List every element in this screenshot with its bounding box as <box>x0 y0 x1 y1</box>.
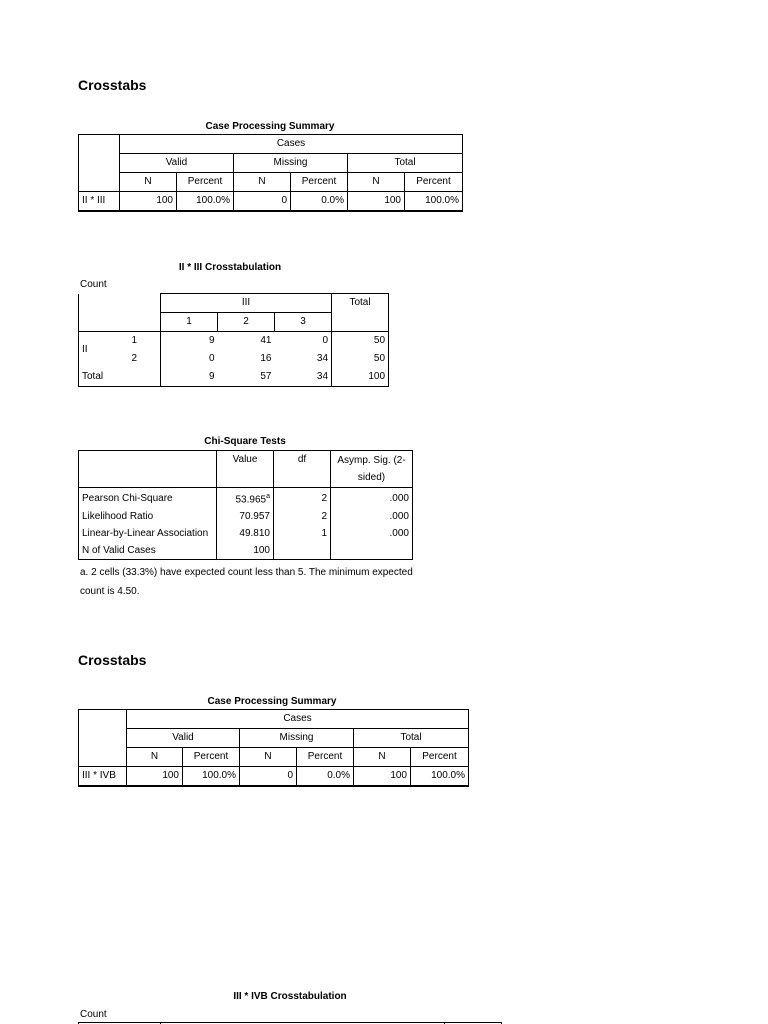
cell: 100 <box>120 192 177 212</box>
cell: 0 <box>275 332 332 351</box>
subheader: Percent <box>177 173 234 192</box>
cell: 100.0% <box>411 767 469 787</box>
col-category: 1 <box>161 313 218 332</box>
total-header: Total <box>332 294 389 332</box>
row-var-label: II <box>79 332 109 369</box>
group-header: Valid <box>127 729 240 748</box>
subheader: Percent <box>297 748 354 767</box>
table-row <box>79 332 389 351</box>
cell: 0 <box>234 192 291 212</box>
section-heading: Crosstabs <box>78 77 147 93</box>
footnote-marker: a <box>266 493 270 500</box>
table-caption: Case Processing Summary <box>207 696 337 707</box>
table-caption: III * IVB Crosstabulation <box>233 991 347 1002</box>
subheader: Percent <box>405 173 463 192</box>
group-header: Missing <box>234 154 348 173</box>
cell: 0.0% <box>297 767 354 787</box>
corner-cell <box>79 135 120 192</box>
row-label: III * IVB <box>79 767 127 787</box>
subheader: Percent <box>411 748 469 767</box>
group-header: Missing <box>240 729 354 748</box>
table-row <box>79 192 463 212</box>
corner-cell <box>79 710 127 767</box>
case-processing-summary-table <box>78 134 463 212</box>
cell: 100.0% <box>183 767 240 787</box>
cell: 100 <box>332 368 389 387</box>
section-heading: Crosstabs <box>78 652 147 668</box>
table-row <box>79 368 389 387</box>
row-category: 2 <box>109 350 161 368</box>
table-caption: Chi-Square Tests <box>204 436 286 447</box>
cell: 49.810 <box>217 525 274 542</box>
row-category: 1 <box>109 332 161 351</box>
count-label: Count <box>80 279 107 290</box>
footnote-line: a. 2 cells (33.3%) have expected count less than 5. The minimum expected <box>80 567 413 578</box>
subheader: N <box>348 173 405 192</box>
table-caption: Case Processing Summary <box>205 121 335 132</box>
cell: 100 <box>354 767 411 787</box>
footnote-line: count is 4.50. <box>80 586 140 597</box>
col-category: 2 <box>218 313 275 332</box>
cell: 1 <box>274 525 331 542</box>
cell: 2 <box>274 488 331 509</box>
column-header: Value <box>217 451 274 488</box>
table-row <box>79 767 469 787</box>
subheader: N <box>234 173 291 192</box>
cell <box>331 542 413 560</box>
cell: 50 <box>332 350 389 368</box>
col-category: 3 <box>275 313 332 332</box>
footnote <box>80 563 413 601</box>
header-line: Asymp. Sig. (2- <box>337 455 406 466</box>
col-var-header: III <box>161 294 332 313</box>
cell: .000 <box>331 508 413 525</box>
cell: 50 <box>332 332 389 351</box>
cell: 100 <box>348 192 405 212</box>
subheader: N <box>127 748 183 767</box>
column-header: df <box>274 451 331 488</box>
subheader: N <box>354 748 411 767</box>
table-row <box>79 542 413 560</box>
cell: 0 <box>161 350 218 368</box>
cell: 0 <box>240 767 297 787</box>
cell: .000 <box>331 525 413 542</box>
row-label: Linear-by-Linear Association <box>79 525 217 542</box>
total-row-label: Total <box>79 368 161 387</box>
cell: 57 <box>218 368 275 387</box>
cell: 100.0% <box>405 192 463 212</box>
case-processing-summary-table <box>78 709 469 787</box>
cell: .000 <box>331 488 413 509</box>
corner-cell <box>79 294 161 332</box>
subheader: N <box>240 748 297 767</box>
table-row <box>79 525 413 542</box>
table-row <box>79 488 413 509</box>
cell: 9 <box>161 332 218 351</box>
group-header: Valid <box>120 154 234 173</box>
row-label: Pearson Chi-Square <box>79 488 217 509</box>
table-border <box>78 1022 502 1023</box>
group-header: Total <box>348 154 463 173</box>
count-label: Count <box>80 1009 107 1020</box>
cell: 2 <box>274 508 331 525</box>
cell: 0.0% <box>291 192 348 212</box>
cell: 41 <box>260 335 272 346</box>
cases-header: Cases <box>127 710 469 729</box>
table-row <box>79 508 413 525</box>
cell: 34 <box>275 368 332 387</box>
table-row <box>79 350 389 368</box>
chi-square-table <box>78 450 413 560</box>
crosstab-table <box>78 293 389 387</box>
value-text: 53.965 <box>235 494 267 506</box>
cell: 100 <box>217 542 274 560</box>
header-line: sided) <box>357 472 386 483</box>
column-header <box>331 451 413 488</box>
table-caption: II * III Crosstabulation <box>178 262 282 273</box>
cell: 100 <box>127 767 183 787</box>
subheader: Percent <box>291 173 348 192</box>
cell: 70.957 <box>217 508 274 525</box>
cell: 16 <box>260 353 272 364</box>
subheader: N <box>120 173 177 192</box>
row-label: Likelihood Ratio <box>79 508 217 525</box>
group-header: Total <box>354 729 469 748</box>
cell: 34 <box>275 350 332 368</box>
cell: 100.0% <box>177 192 234 212</box>
cell: 9 <box>161 368 218 387</box>
row-label: II * III <box>79 192 120 212</box>
subheader: Percent <box>183 748 240 767</box>
cell <box>217 488 274 509</box>
cell <box>274 542 331 560</box>
corner-cell <box>79 451 217 488</box>
cases-header: Cases <box>120 135 463 154</box>
row-label: N of Valid Cases <box>79 542 217 560</box>
